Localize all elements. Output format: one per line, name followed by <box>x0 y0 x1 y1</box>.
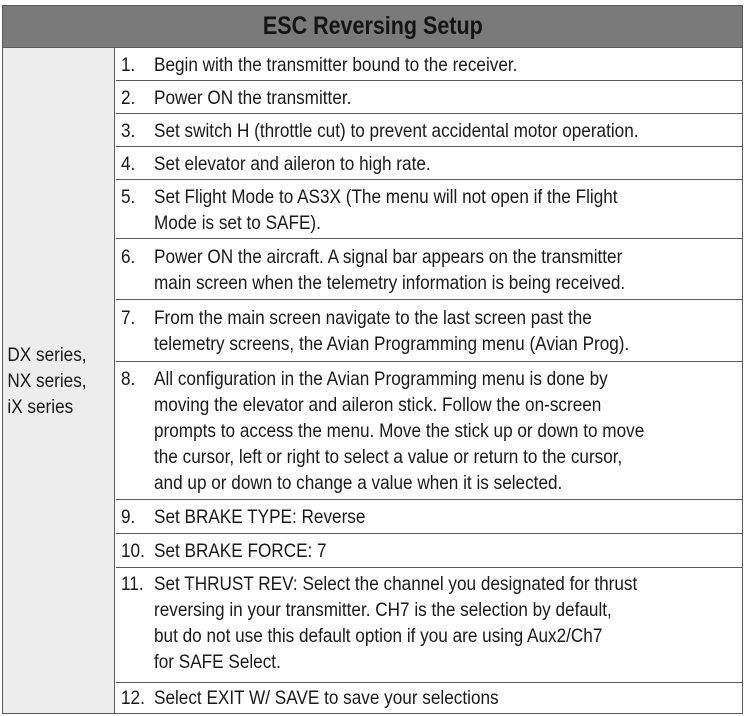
step-row <box>116 114 742 147</box>
step-number: 5. <box>121 186 136 208</box>
step-row <box>116 500 742 534</box>
step-row <box>116 362 742 500</box>
step-number: 9. <box>121 506 136 528</box>
step-number: 6. <box>121 246 136 268</box>
step-text: Power ON the transmitter. <box>154 87 352 109</box>
step-row <box>116 180 742 239</box>
step-text: Set BRAKE TYPE: Reverse <box>154 506 366 528</box>
step-number: 10. <box>121 540 145 562</box>
step-number: 3. <box>121 120 136 142</box>
step-text: Select EXIT W/ SAVE to save your selections <box>154 687 499 709</box>
step-text: Set switch H (throttle cut) to prevent accidental motor operation. <box>154 120 639 142</box>
step-text: Power ON the aircraft. A signal bar appears on the transmitter main screen when the telemetry information is being received. <box>154 246 626 294</box>
step-text: All configuration in the Avian Programming menu is done by moving the elevator and aileron stick. Follow the on-screen prompts to access the menu. Move the stick up or down to move the cursor, left or right to select a value or return to the cursor, and up or down to change a value when it is selected. <box>154 368 645 494</box>
step-text: Set Flight Mode to AS3X (The menu will not open if the Flight Mode is set to SAFE). <box>154 186 618 234</box>
step-text: Set THRUST REV: Select the channel you designated for thrust reversing in your transmitter. CH7 is the selection by default, but do not use this default option if you are using Aux2/Ch7 for SAFE Select. <box>154 573 638 673</box>
step-row <box>116 147 742 180</box>
step-number: 12. <box>121 687 145 709</box>
step-number: 8. <box>121 368 136 390</box>
step-number: 2. <box>121 87 136 109</box>
step-row <box>116 568 742 683</box>
step-row <box>116 81 742 114</box>
step-row <box>116 683 742 713</box>
step-row <box>116 48 742 81</box>
table-title: ESC Reversing Setup <box>3 6 742 48</box>
steps-list <box>116 48 742 713</box>
step-number: 7. <box>121 307 136 329</box>
esc-reversing-table <box>2 5 743 714</box>
step-number: 1. <box>121 54 136 76</box>
step-row <box>116 300 742 362</box>
step-text: Begin with the transmitter bound to the receiver. <box>154 54 518 76</box>
series-label: DX series, NX series, iX series <box>7 343 87 418</box>
step-number: 4. <box>121 153 136 175</box>
step-number: 11. <box>121 573 144 595</box>
step-text: Set elevator and aileron to high rate. <box>154 153 431 175</box>
step-row <box>116 534 742 568</box>
step-row <box>116 239 742 300</box>
step-text: From the main screen navigate to the last screen past the telemetry screens, the Avian Programming menu (Avian Prog). <box>154 307 630 355</box>
step-text: Set BRAKE FORCE: 7 <box>154 540 327 562</box>
series-cell <box>3 48 115 713</box>
